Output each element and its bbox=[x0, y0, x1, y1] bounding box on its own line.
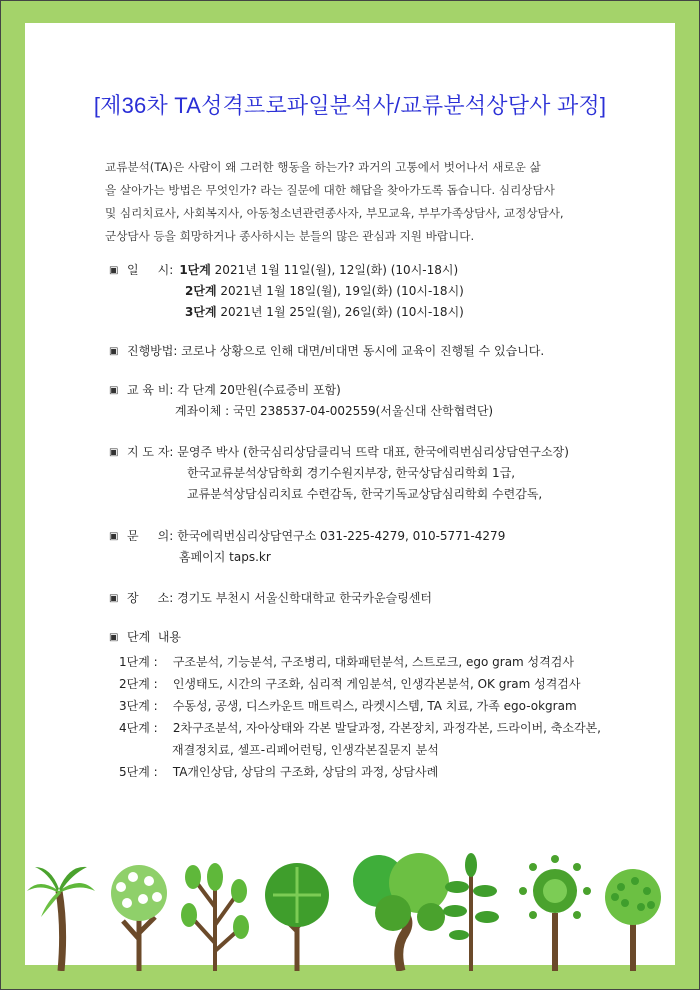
schedule-label: 일 시: bbox=[127, 263, 174, 277]
steps-label: 단계 내용 bbox=[127, 630, 181, 644]
fee-section bbox=[109, 380, 493, 422]
fee-text: 각 단계 20만원(수료증비 포함) bbox=[173, 383, 341, 397]
step-text: 재결정치료, 셀프-리페어런팅, 인생각본질문지 분석 bbox=[172, 743, 439, 757]
bullet-marker-icon: ▣ bbox=[109, 265, 119, 276]
bullet-marker-icon: ▣ bbox=[109, 531, 119, 542]
step-text: 인생태도, 시간의 구조화, 심리적 게임분석, 인생각본분석, OK gram 성격검사 bbox=[169, 677, 581, 691]
steps-list bbox=[119, 651, 601, 783]
fee-label: 교 육 비: bbox=[127, 383, 174, 397]
page-title: [제36차 TA성격프로파일분석사/교류분석상담사 과정] bbox=[93, 93, 607, 118]
intro-line: 을 살아가는 방법은 무엇인가? 라는 질문에 대한 해답을 찾아가도록 돕습니다. 심리상담사 bbox=[105, 183, 555, 197]
method-section bbox=[109, 341, 544, 362]
palm-tree-icon bbox=[27, 867, 95, 971]
instructor-label: 지 도 자: bbox=[127, 445, 174, 459]
step-stage: 1단계 : bbox=[119, 655, 158, 669]
blob-tree-icon bbox=[353, 853, 449, 971]
schedule-section bbox=[109, 260, 464, 323]
contact-label: 문 의: bbox=[127, 529, 174, 543]
instructor-line: 한국교류분석상담학회 경기수원지부장, 한국상담심리학회 1급, bbox=[187, 466, 516, 480]
step-text: TA개인상담, 상담의 구조화, 상담의 과정, 상담사례 bbox=[169, 765, 439, 779]
bullet-marker-icon: ▣ bbox=[109, 632, 119, 643]
step-text: 2차구조분석, 자아상태와 각본 발달과정, 각본장치, 과정각본, 드라이버, 축소각본, bbox=[169, 721, 601, 735]
list-item bbox=[119, 717, 601, 739]
step-stage: 3단계 : bbox=[119, 699, 158, 713]
list-item bbox=[119, 651, 601, 673]
list-item bbox=[119, 761, 601, 783]
venue-text: 경기도 부천시 서울신학대학교 한국카운슬링센터 bbox=[173, 591, 433, 605]
schedule-date: 2021년 1월 11일(월), 12일(화) (10시-18시) bbox=[210, 263, 459, 277]
step-text: 구조분석, 기능분석, 구조병리, 대화패턴분석, 스트로크, ego gram 성격검사 bbox=[169, 655, 574, 669]
schedule-date: 2021년 1월 18일(월), 19일(화) (10시-18시) bbox=[216, 284, 464, 298]
schedule-stage: 1단계 bbox=[179, 263, 211, 277]
step-stage: 5단계 : bbox=[119, 765, 158, 779]
intro-line: 및 심리치료사, 사회복지사, 아동청소년관련종사자, 부모교육, 부부가족상담사, 교정상담사, bbox=[105, 206, 564, 220]
instructor-line: 교류분석상담심리치료 수련감독, 한국기독교상담심리학회 수련감독, bbox=[187, 487, 543, 501]
bullet-marker-icon: ▣ bbox=[109, 346, 119, 357]
intro-line: 군상담사 등을 희망하거나 종사하시는 분들의 많은 관심과 지원 바랍니다. bbox=[105, 229, 475, 243]
fee-account: 계좌이체 : 국민 238537-04-002559(서울신대 산학협력단) bbox=[175, 404, 494, 418]
venue-section bbox=[109, 588, 432, 609]
venue-label: 장 소: bbox=[127, 591, 174, 605]
method-label: 진행방법: bbox=[127, 344, 178, 358]
method-text: 코로나 상황으로 인해 대면/비대면 동시에 교육이 진행될 수 있습니다. bbox=[177, 344, 545, 358]
bullet-marker-icon: ▣ bbox=[109, 593, 119, 604]
tree-illustration-row bbox=[21, 847, 681, 971]
schedule-stage: 3단계 bbox=[185, 305, 217, 319]
step-stage: 2단계 : bbox=[119, 677, 158, 691]
list-item bbox=[119, 673, 601, 695]
step-stage: 4단계 : bbox=[119, 721, 158, 735]
branch-tree-icon bbox=[181, 863, 249, 971]
steps-header bbox=[109, 627, 181, 648]
contact-homepage: 홈페이지 taps.kr bbox=[179, 550, 271, 564]
contact-section bbox=[109, 526, 505, 568]
list-item bbox=[119, 695, 601, 717]
bullet-marker-icon: ▣ bbox=[109, 447, 119, 458]
list-item bbox=[119, 739, 601, 761]
round-tree-icon bbox=[265, 863, 329, 971]
dotted-tree-icon bbox=[111, 865, 167, 971]
step-text: 수동성, 공생, 디스카운트 매트릭스, 라켓시스템, TA 치료, 가족 ego-okgram bbox=[169, 699, 577, 713]
schedule-stage: 2단계 bbox=[185, 284, 217, 298]
contact-text: 한국에릭번심리상담연구소 031-225-4279, 010-5771-4279 bbox=[173, 529, 506, 543]
bullet-marker-icon: ▣ bbox=[109, 385, 119, 396]
sunburst-tree-icon bbox=[519, 855, 591, 971]
intro-paragraph bbox=[105, 156, 591, 248]
instructor-section bbox=[109, 442, 569, 505]
bush-tree-icon bbox=[605, 869, 661, 971]
instructor-line: 문영주 박사 (한국심리상담클리닉 뜨락 대표, 한국에릭번심리상담연구소장) bbox=[173, 445, 569, 459]
intro-line: 교류분석(TA)은 사람이 왜 그러한 행동을 하는가? 과거의 고통에서 벗어나서 새로운 삶 bbox=[105, 160, 541, 174]
fern-tree-icon bbox=[443, 853, 499, 971]
schedule-date: 2021년 1월 25일(월), 26일(화) (10시-18시) bbox=[216, 305, 464, 319]
